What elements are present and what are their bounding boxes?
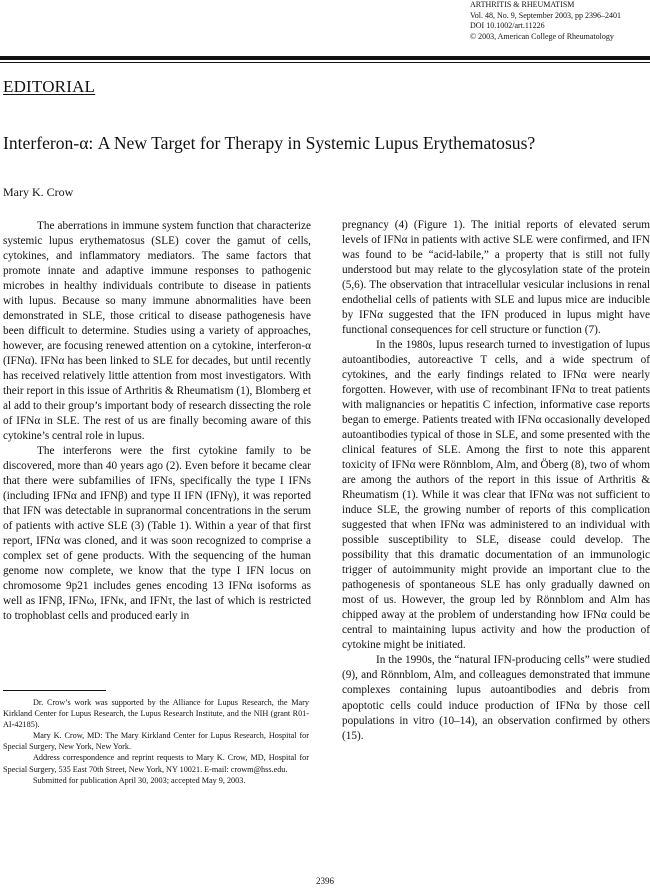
footnote: Mary K. Crow, MD: The Mary Kirkland Center for Lupus Research, Hospital for Special Surgery, New York, New York. <box>3 731 309 752</box>
body-paragraph: pregnancy (4) (Figure 1). The initial reports of elevated serum levels of IFNα in patients with active SLE were confirmed, and IFN was found to be “acid-labile,” a property that is still not fully understood but may relate to the glycosylation state of the protein (5,6). The observation that intracellular vesicular inclusions in renal endothelial cells of patients with SLE and lupus mice are inducible by IFNα suggested that the IFN produced in lupus might have functional consequences for cell structure or function (7). <box>342 219 650 337</box>
body-paragraph: In the 1980s, lupus research turned to investigation of lupus autoantibodies, autoreactive T cells, and a wide spectrum of cytokines, and the early findings related to IFNα were nearly forgotten. However, with use of recombinant IFNα to treat patients with malignancies or hepatitis C infection, informative case reports began to emerge. Patients treated with IFNα occasionally developed autoantibodies typical of those in SLE, and some presented with the clinical features of SLE. Among the first to note this apparent toxicity of IFNα were Rönnblom, Alm, and Öberg (8), two of whom are among the authors of the report in this issue of Arthritis & Rheumatism (1). While it was clear that IFNα was not sufficient to induce SLE, the growing number of reports of this complication suggested that when IFNα was administered to an individual with possible susceptibility to SLE, disease could develop. The possibility that this dramatic documentation of an immunologic trigger of autoimmunity might provide an important clue to the pathogenesis of spontaneous SLE has only gradually dawned on most of us. However, the group led by Rönnblom and Alm has chipped away at the problem of understanding how IFNα could be central to maintaining lupus activity and how the production of cytokine might be initiated. <box>342 339 650 652</box>
volume-line: Vol. 48, No. 9, September 2003, pp 2396–2401 <box>470 10 621 20</box>
header-rule-thick <box>0 56 650 60</box>
footnote: Submitted for publication April 30, 2003; accepted May 9, 2003. <box>33 775 246 785</box>
body-column-right <box>342 218 650 744</box>
footnote-rule <box>3 690 106 691</box>
journal-header <box>470 0 650 42</box>
footnotes <box>3 697 309 786</box>
body-paragraph: In the 1990s, the “natural IFN-producing cells” were studied (9), and Rönnblom, Alm, and colleagues demonstrated that immune complexes containing lupus autoantibodies and debris from apoptotic cells could induce production of IFNα by those cell populations in vitro (10–14), an observation confirmed by others (15). <box>342 654 650 742</box>
body-paragraph: The interferons were the first cytokine family to be discovered, more than 40 years ago (2). Even before it became clear that there were subfamilies of IFNs, specifically the type I IFNs (including IFNα and IFNβ) and type II IFN (IFNγ), it was reported that IFN was detectable in supranormal concentrations in the serum of patients with active SLE (3) (Table 1). Within a year of that first report, IFNα was cloned, and it was soon recognized to comprise a complex set of gene products. With the sequencing of the human genome now complete, we know that the type I IFN locus on chromosome 9p21 includes genes encoding 13 IFNα isoforms as well as IFNβ, IFNω, IFNκ, and IFNτ, the last of which is restricted to trophoblast cells and produced early in <box>3 445 311 623</box>
footnote: Address correspondence and reprint requests to Mary K. Crow, MD, Hospital for Special Surgery, 535 East 70th Street, New York, NY 10021. E-mail: crowm@hss.edu. <box>3 753 309 774</box>
author-name: Mary K. Crow <box>3 185 74 199</box>
doi: DOI 10.1002/art.11226 <box>470 21 545 30</box>
journal-name: ARTHRITIS & RHEUMATISM <box>470 0 575 9</box>
header-rule-thin <box>0 62 650 63</box>
page-number: 2396 <box>316 876 334 886</box>
footnote: Dr. Crow’s work was supported by the Alliance for Lupus Research, the Mary Kirkland Center for Lupus Research, the Lupus Research Institute, and the NIH (grant R01-AI-42185). <box>3 698 309 730</box>
section-label: EDITORIAL <box>3 77 96 96</box>
copyright: © 2003, American College of Rheumatology <box>470 31 614 41</box>
body-column-left <box>3 219 311 624</box>
body-paragraph: The aberrations in immune system function that characterize systemic lupus erythematosus (SLE) cover the gamut of cells, cytokines, and inflammatory mediators. The same factors that promote innate and adaptive immune responses to pathogenic microbes in healthy individuals contribute to disease in patients with lupus. Because so many immune abnormalities have been demonstrated in SLE, those critical to disease pathogenesis have been difficult to determine. Studies using a variety of approaches, however, are focusing renewed attention on a cytokine, interferon-α (IFNα). IFNα has been linked to SLE for decades, but until recently has received relatively little attention from most investigators. With their report in this issue of Arthritis & Rheumatism (1), Blomberg et al add to their group’s important body of research dissecting the role of IFNα in SLE. The rest of us are finally becoming aware of this cytokine’s central role in lupus. <box>3 220 311 443</box>
article-title: Interferon-α: A New Target for Therapy in Systemic Lupus Erythematosus? <box>3 133 536 153</box>
